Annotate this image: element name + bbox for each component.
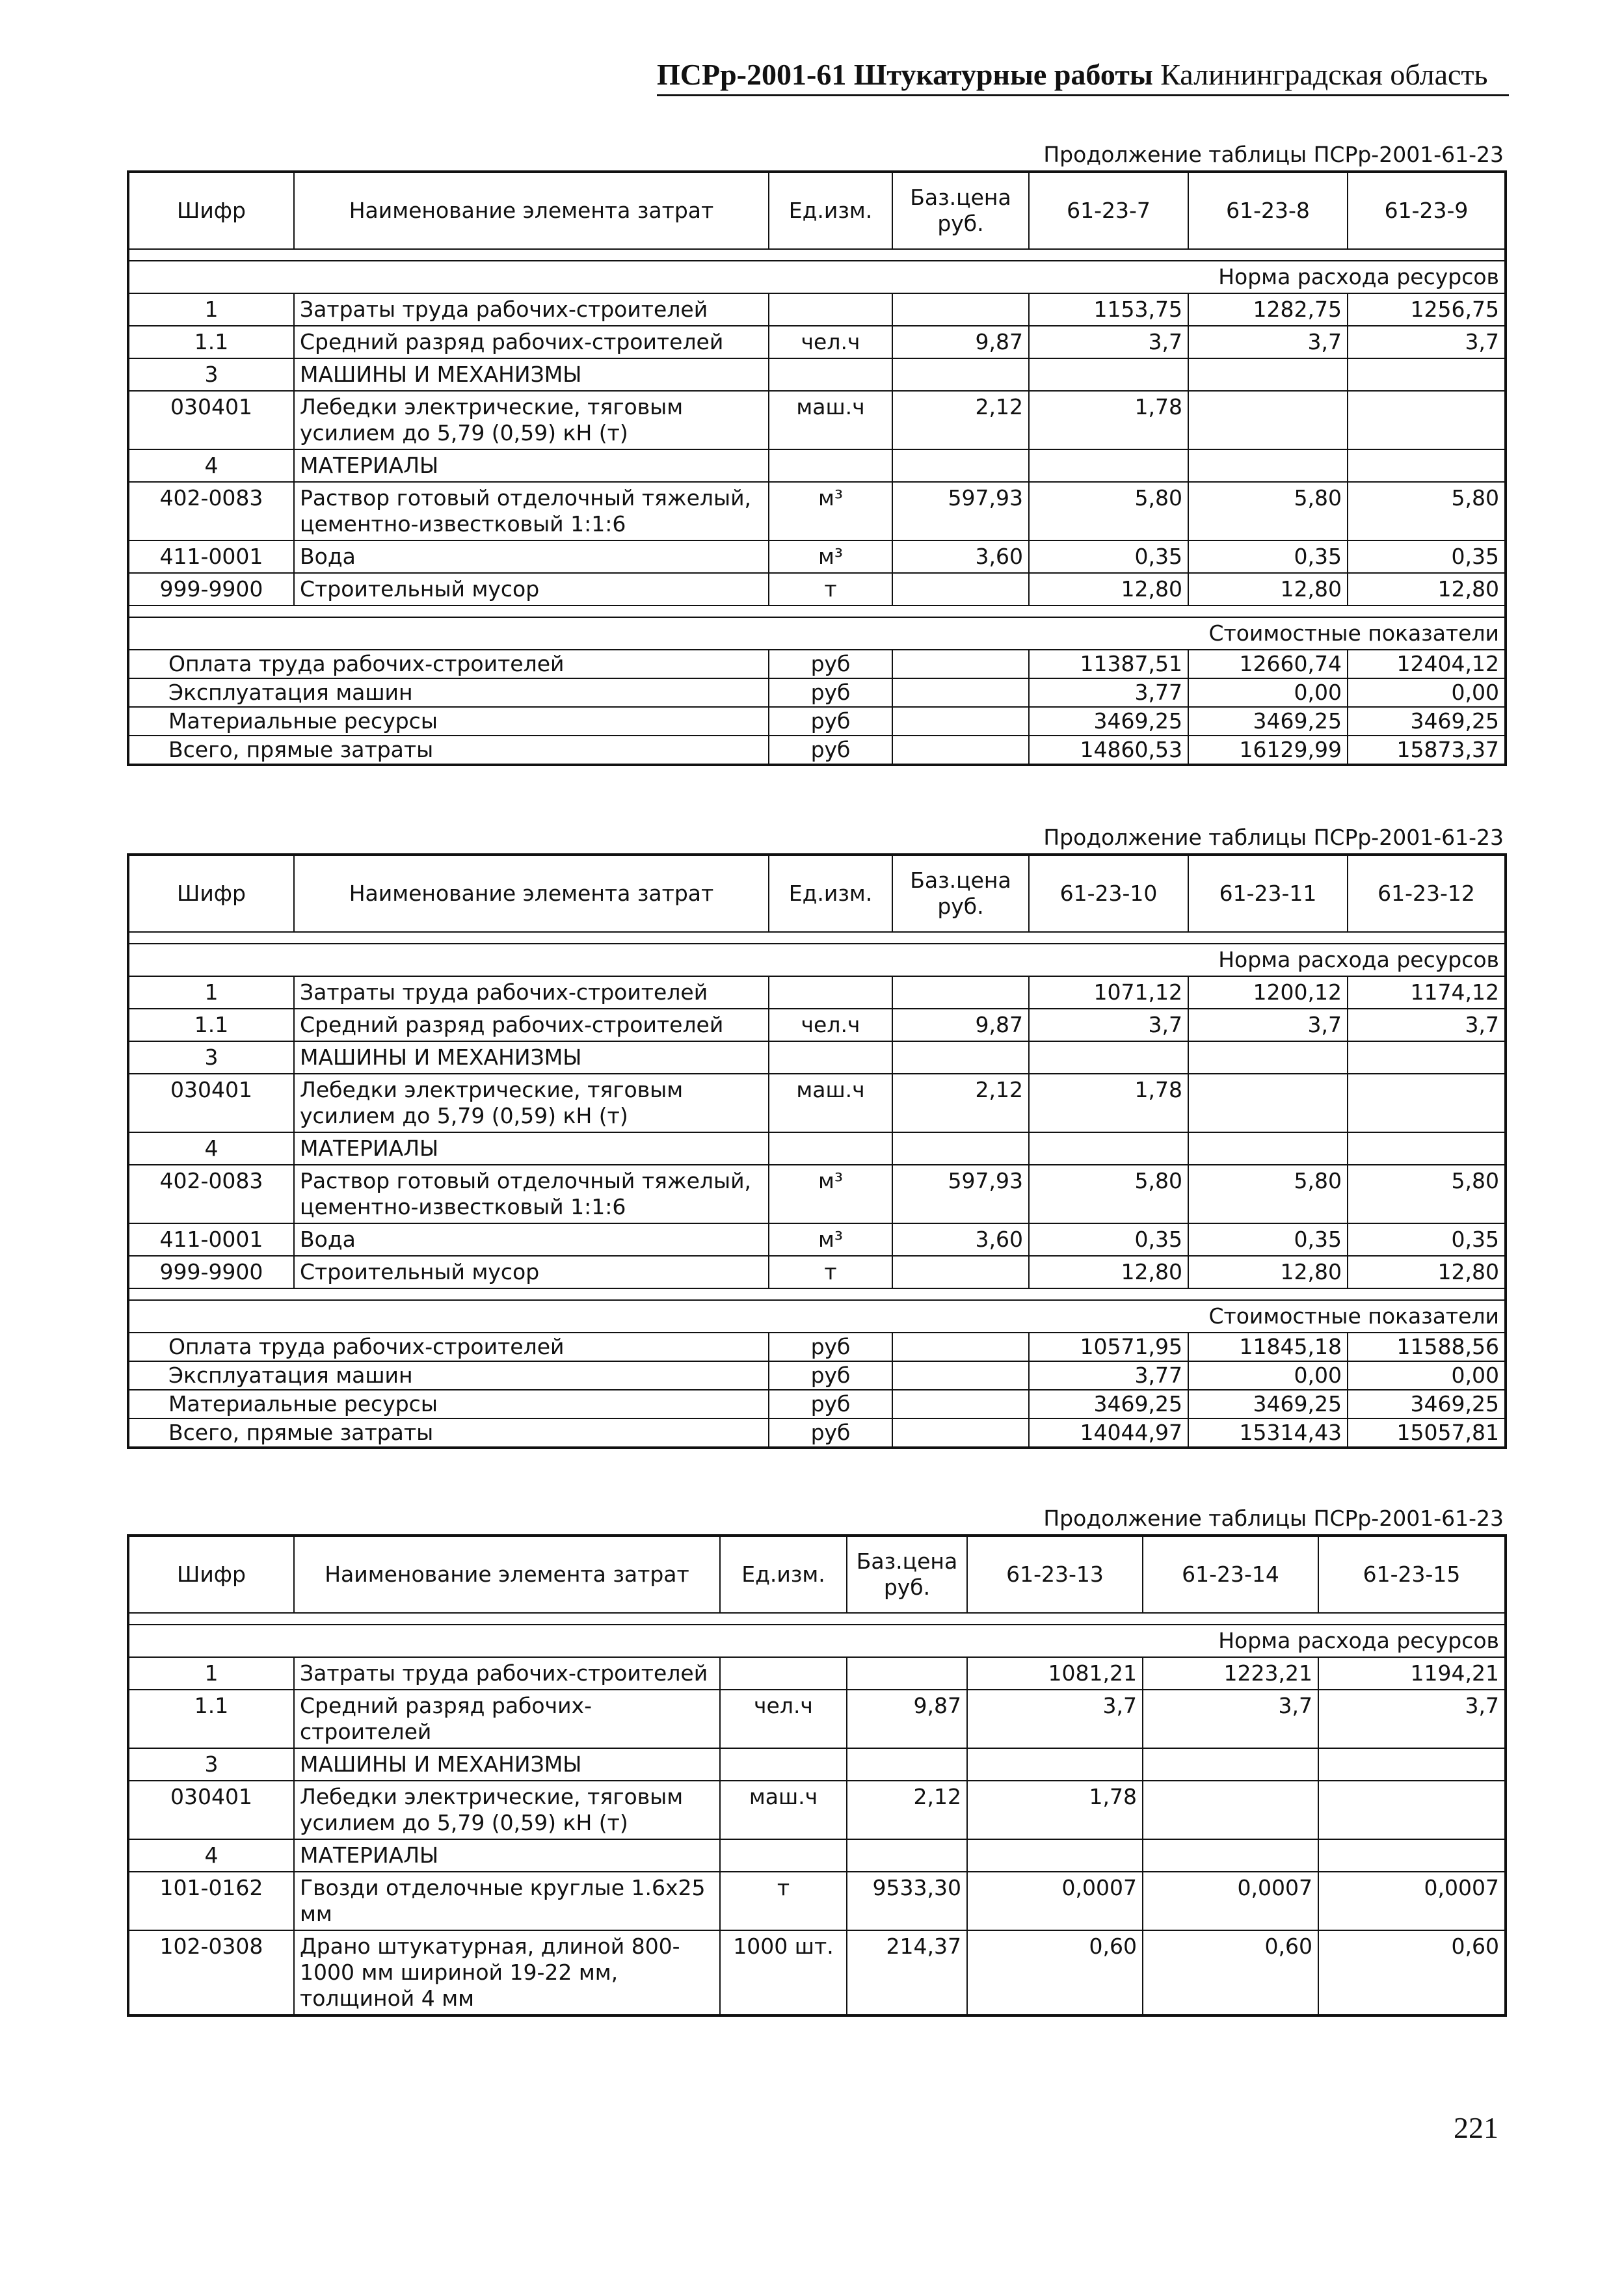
total-row [128,1361,1506,1390]
row-name: Раствор готовый отделочный тяжелый, цементно-известковый 1:1:6 [294,482,769,540]
row-code: 4 [128,1839,294,1872]
cost-header: Стоимостные показатели [1029,1300,1506,1333]
total-unit: руб [769,1361,892,1390]
row-code: 1 [128,293,294,326]
total-price-blank [892,707,1029,736]
total-row [128,1418,1506,1448]
row-value: 1153,75 [1029,293,1188,326]
total-price-blank [892,736,1029,765]
total-label: Материальные ресурсы [128,1390,769,1418]
row-name: Гвозди отделочные круглые 1.6x25 мм [294,1872,720,1930]
row-value [1348,1074,1506,1132]
col-price-header: Баз.цена руб. [892,172,1029,249]
row-price: 597,93 [892,1165,1029,1223]
row-code: 3 [128,1748,294,1781]
row-value: 0,0007 [1318,1872,1506,1930]
row-value: 3,7 [1029,1009,1188,1041]
row-name: Драно штукатурная, длиной 800-1000 мм шириной 19-22 мм, толщиной 4 мм [294,1930,720,2015]
table-row [128,1256,1506,1288]
norm-header: Норма расхода ресурсов [1029,261,1506,293]
row-value: 1,78 [1029,1074,1188,1132]
row-code: 1.1 [128,1690,294,1748]
row-value: 1256,75 [1348,293,1506,326]
row-value [1188,449,1348,482]
total-row [128,736,1506,765]
norm-header: Норма расхода ресурсов [1029,944,1506,976]
row-value [1143,1748,1318,1781]
row-value: 12,80 [1348,573,1506,605]
row-code: 030401 [128,1781,294,1839]
table-row [128,1872,1506,1930]
row-value: 1282,75 [1188,293,1348,326]
total-value: 12660,74 [1188,650,1348,678]
col-price-header: Баз.цена руб. [892,855,1029,932]
col-norm-61-23-15: 61-23-15 [1318,1536,1506,1613]
row-name: Затраты труда рабочих-строителей [294,1657,720,1690]
row-value [1318,1748,1506,1781]
total-value: 3,77 [1029,1361,1188,1390]
row-price: 2,12 [892,391,1029,449]
row-value: 1200,12 [1188,976,1348,1009]
header-title: ПСРр-2001-61 Штукатурные работы [657,58,1153,91]
row-unit: м³ [769,482,892,540]
total-value: 16129,99 [1188,736,1348,765]
total-value: 11588,56 [1348,1333,1506,1361]
row-code: 101-0162 [128,1872,294,1930]
col-unit-header: Ед.изм. [720,1536,847,1613]
row-name: Вода [294,540,769,573]
norm-header: Норма расхода ресурсов [967,1625,1506,1657]
row-price [892,449,1029,482]
row-code: 3 [128,358,294,391]
total-value: 0,00 [1188,678,1348,707]
row-name: Лебедки электрические, тяговым усилием до 5,79 (0,59) кН (т) [294,391,769,449]
table-row [128,540,1506,573]
row-price: 214,37 [847,1930,967,2015]
row-unit: т [769,573,892,605]
row-unit: чел.ч [769,326,892,358]
row-value: 1071,12 [1029,976,1188,1009]
row-name: Средний разряд рабочих-строителей [294,1690,720,1748]
col-price-header: Баз.цена руб. [847,1536,967,1613]
row-unit [720,1839,847,1872]
row-value: 5,80 [1029,482,1188,540]
table-row [128,449,1506,482]
row-value [1029,449,1188,482]
total-value: 3469,25 [1029,1390,1188,1418]
total-row [128,707,1506,736]
total-unit: руб [769,1333,892,1361]
row-code: 3 [128,1041,294,1074]
total-label: Материальные ресурсы [128,707,769,736]
row-value [1029,1041,1188,1074]
row-price: 9,87 [847,1690,967,1748]
spacer-row [128,932,1506,944]
row-value: 0,0007 [967,1872,1143,1930]
row-name: МАШИНЫ И МЕХАНИЗМЫ [294,358,769,391]
page-number: 221 [1454,2111,1498,2144]
table-row [128,1839,1506,1872]
row-unit [769,1132,892,1165]
row-price [892,1132,1029,1165]
row-price [892,293,1029,326]
row-price: 597,93 [892,482,1029,540]
continuation-label-3: Продолжение таблицы ПСРр-2001-61-23 [1043,1506,1504,1531]
row-price [847,1657,967,1690]
row-value: 3,7 [1188,1009,1348,1041]
row-value [1143,1839,1318,1872]
total-price-blank [892,650,1029,678]
table-row [128,1041,1506,1074]
table-row [128,976,1506,1009]
row-value: 3,7 [1029,326,1188,358]
spacer-row [128,1613,1506,1625]
total-value: 3469,25 [1188,707,1348,736]
row-value: 3,7 [1188,326,1348,358]
col-unit-header: Ед.изм. [769,855,892,932]
cost-header-blank [128,617,1029,650]
row-value: 0,60 [1143,1930,1318,2015]
row-value [1348,1041,1506,1074]
row-unit: маш.ч [769,1074,892,1132]
total-value: 14044,97 [1029,1418,1188,1448]
row-name: Раствор готовый отделочный тяжелый, цементно-известковый 1:1:6 [294,1165,769,1223]
row-value [1348,1132,1506,1165]
total-value: 3469,25 [1188,1390,1348,1418]
row-code: 102-0308 [128,1930,294,2015]
row-code: 1.1 [128,326,294,358]
row-value: 12,80 [1029,1256,1188,1288]
row-value: 1,78 [1029,391,1188,449]
row-price: 3,60 [892,540,1029,573]
row-value: 5,80 [1029,1165,1188,1223]
table-row [128,1074,1506,1132]
row-unit: т [769,1256,892,1288]
row-code: 402-0083 [128,1165,294,1223]
row-value: 0,35 [1348,1223,1506,1256]
row-value [1188,358,1348,391]
total-value: 3469,25 [1348,707,1506,736]
row-name: МАТЕРИАЛЫ [294,1839,720,1872]
row-name: Вода [294,1223,769,1256]
row-name: Средний разряд рабочих-строителей [294,326,769,358]
row-value [1143,1781,1318,1839]
total-price-blank [892,1333,1029,1361]
row-value [1318,1839,1506,1872]
total-value: 14860,53 [1029,736,1188,765]
row-price [892,976,1029,1009]
col-name-header: Наименование элемента затрат [294,855,769,932]
total-price-blank [892,1390,1029,1418]
row-value [967,1748,1143,1781]
col-name-header: Наименование элемента затрат [294,172,769,249]
total-unit: руб [769,707,892,736]
row-unit [720,1657,847,1690]
row-value: 1223,21 [1143,1657,1318,1690]
row-value: 1174,12 [1348,976,1506,1009]
row-value: 3,7 [1348,1009,1506,1041]
total-row [128,1390,1506,1418]
row-code: 4 [128,1132,294,1165]
row-value: 0,60 [967,1930,1143,2015]
cost-header-blank [128,1300,1029,1333]
col-norm-61-23-11: 61-23-11 [1188,855,1348,932]
row-value: 0,60 [1318,1930,1506,2015]
row-value: 5,80 [1188,482,1348,540]
row-unit [769,358,892,391]
row-name: Средний разряд рабочих-строителей [294,1009,769,1041]
row-name: Лебедки электрические, тяговым усилием до 5,79 (0,59) кН (т) [294,1781,720,1839]
resource-table-2 [127,853,1507,1449]
row-name: Затраты труда рабочих-строителей [294,976,769,1009]
row-code: 1 [128,1657,294,1690]
table-row [128,1165,1506,1223]
total-unit: руб [769,1418,892,1448]
row-value: 0,35 [1029,1223,1188,1256]
resource-table-3 [127,1534,1507,2017]
row-value [1188,1074,1348,1132]
row-value: 0,35 [1029,540,1188,573]
table-row [128,1223,1506,1256]
total-unit: руб [769,736,892,765]
row-value: 3,7 [967,1690,1143,1748]
total-label: Всего, прямые затраты [128,1418,769,1448]
total-value: 15873,37 [1348,736,1506,765]
header-region: Калининградская область [1160,58,1488,91]
row-unit: м³ [769,540,892,573]
row-price: 9533,30 [847,1872,967,1930]
cost-header: Стоимостные показатели [1029,617,1506,650]
table-row [128,1657,1506,1690]
row-price [892,358,1029,391]
row-name: Строительный мусор [294,573,769,605]
total-value: 15314,43 [1188,1418,1348,1448]
row-value [967,1839,1143,1872]
row-price: 2,12 [892,1074,1029,1132]
row-value [1348,391,1506,449]
row-price [892,1256,1029,1288]
row-value: 0,0007 [1143,1872,1318,1930]
total-value: 0,00 [1348,678,1506,707]
total-value: 11845,18 [1188,1333,1348,1361]
row-value: 12,80 [1188,1256,1348,1288]
total-price-blank [892,1361,1029,1390]
norm-header-blank [128,1625,967,1657]
row-value [1188,1132,1348,1165]
table-row [128,1009,1506,1041]
row-code: 030401 [128,391,294,449]
norm-header-blank [128,944,1029,976]
row-value: 3,7 [1348,326,1506,358]
table-row [128,358,1506,391]
row-value: 12,80 [1348,1256,1506,1288]
table-row [128,391,1506,449]
table-row [128,1132,1506,1165]
table-row [128,482,1506,540]
row-value: 1,78 [967,1781,1143,1839]
table-row [128,326,1506,358]
row-name: МАТЕРИАЛЫ [294,1132,769,1165]
col-norm-61-23-12: 61-23-12 [1348,855,1506,932]
row-unit: маш.ч [720,1781,847,1839]
row-unit: чел.ч [769,1009,892,1041]
col-code-header: Шифр [128,855,294,932]
table-row [128,573,1506,605]
row-code: 1 [128,976,294,1009]
total-price-blank [892,1418,1029,1448]
resource-table-1 [127,170,1507,766]
continuation-label-1: Продолжение таблицы ПСРр-2001-61-23 [1043,142,1504,167]
row-price: 9,87 [892,326,1029,358]
total-value: 0,00 [1348,1361,1506,1390]
total-unit: руб [769,678,892,707]
row-value: 1194,21 [1318,1657,1506,1690]
row-unit: чел.ч [720,1690,847,1748]
row-price: 2,12 [847,1781,967,1839]
col-norm-61-23-8: 61-23-8 [1188,172,1348,249]
continuation-label-2: Продолжение таблицы ПСРр-2001-61-23 [1043,825,1504,850]
row-price [892,1041,1029,1074]
row-name: Затраты труда рабочих-строителей [294,293,769,326]
col-norm-61-23-9: 61-23-9 [1348,172,1506,249]
row-value: 3,7 [1318,1690,1506,1748]
col-norm-61-23-10: 61-23-10 [1029,855,1188,932]
row-value [1188,391,1348,449]
total-label: Эксплуатация машин [128,678,769,707]
col-code-header: Шифр [128,1536,294,1613]
row-name: МАШИНЫ И МЕХАНИЗМЫ [294,1748,720,1781]
row-value: 12,80 [1188,573,1348,605]
total-value: 12404,12 [1348,650,1506,678]
row-price [847,1839,967,1872]
row-unit [769,293,892,326]
spacer-row [128,605,1506,617]
row-unit: маш.ч [769,391,892,449]
row-code: 999-9900 [128,1256,294,1288]
table-row [128,1930,1506,2015]
row-unit: т [720,1872,847,1930]
col-norm-61-23-13: 61-23-13 [967,1536,1143,1613]
total-value: 11387,51 [1029,650,1188,678]
row-code: 411-0001 [128,540,294,573]
spacer-row [128,249,1506,261]
total-value: 3,77 [1029,678,1188,707]
total-value: 10571,95 [1029,1333,1188,1361]
col-norm-61-23-7: 61-23-7 [1029,172,1188,249]
total-price-blank [892,678,1029,707]
col-code-header: Шифр [128,172,294,249]
col-norm-61-23-14: 61-23-14 [1143,1536,1318,1613]
row-code: 411-0001 [128,1223,294,1256]
row-code: 1.1 [128,1009,294,1041]
row-value: 0,35 [1348,540,1506,573]
row-value: 5,80 [1188,1165,1348,1223]
total-value: 15057,81 [1348,1418,1506,1448]
total-label: Оплата труда рабочих-строителей [128,1333,769,1361]
col-unit-header: Ед.изм. [769,172,892,249]
col-name-header: Наименование элемента затрат [294,1536,720,1613]
row-value: 0,35 [1188,1223,1348,1256]
norm-header-blank [128,261,1029,293]
row-value [1318,1781,1506,1839]
row-value: 12,80 [1029,573,1188,605]
total-value: 3469,25 [1348,1390,1506,1418]
spacer-row [128,1288,1506,1300]
row-value: 0,35 [1188,540,1348,573]
row-value [1188,1041,1348,1074]
row-value [1029,358,1188,391]
table-row [128,1748,1506,1781]
row-value [1348,358,1506,391]
row-code: 030401 [128,1074,294,1132]
row-price: 3,60 [892,1223,1029,1256]
page-header [657,57,1509,96]
total-row [128,678,1506,707]
total-row [128,1333,1506,1361]
row-value: 5,80 [1348,1165,1506,1223]
total-unit: руб [769,650,892,678]
total-label: Оплата труда рабочих-строителей [128,650,769,678]
row-code: 4 [128,449,294,482]
row-unit [769,449,892,482]
table-row [128,1690,1506,1748]
row-value: 1081,21 [967,1657,1143,1690]
row-value [1029,1132,1188,1165]
row-value: 5,80 [1348,482,1506,540]
total-value: 3469,25 [1029,707,1188,736]
row-price: 9,87 [892,1009,1029,1041]
total-label: Всего, прямые затраты [128,736,769,765]
total-value: 0,00 [1188,1361,1348,1390]
row-unit [769,1041,892,1074]
total-label: Эксплуатация машин [128,1361,769,1390]
table-row [128,293,1506,326]
row-value [1348,449,1506,482]
row-code: 402-0083 [128,482,294,540]
row-price [892,573,1029,605]
row-unit: 1000 шт. [720,1930,847,2015]
row-name: МАТЕРИАЛЫ [294,449,769,482]
row-name: МАШИНЫ И МЕХАНИЗМЫ [294,1041,769,1074]
row-unit [769,976,892,1009]
total-unit: руб [769,1390,892,1418]
row-value: 3,7 [1143,1690,1318,1748]
row-unit: м³ [769,1223,892,1256]
row-code: 999-9900 [128,573,294,605]
row-name: Лебедки электрические, тяговым усилием до 5,79 (0,59) кН (т) [294,1074,769,1132]
total-row [128,650,1506,678]
row-unit [720,1748,847,1781]
table-row [128,1781,1506,1839]
row-price [847,1748,967,1781]
row-name: Строительный мусор [294,1256,769,1288]
row-unit: м³ [769,1165,892,1223]
